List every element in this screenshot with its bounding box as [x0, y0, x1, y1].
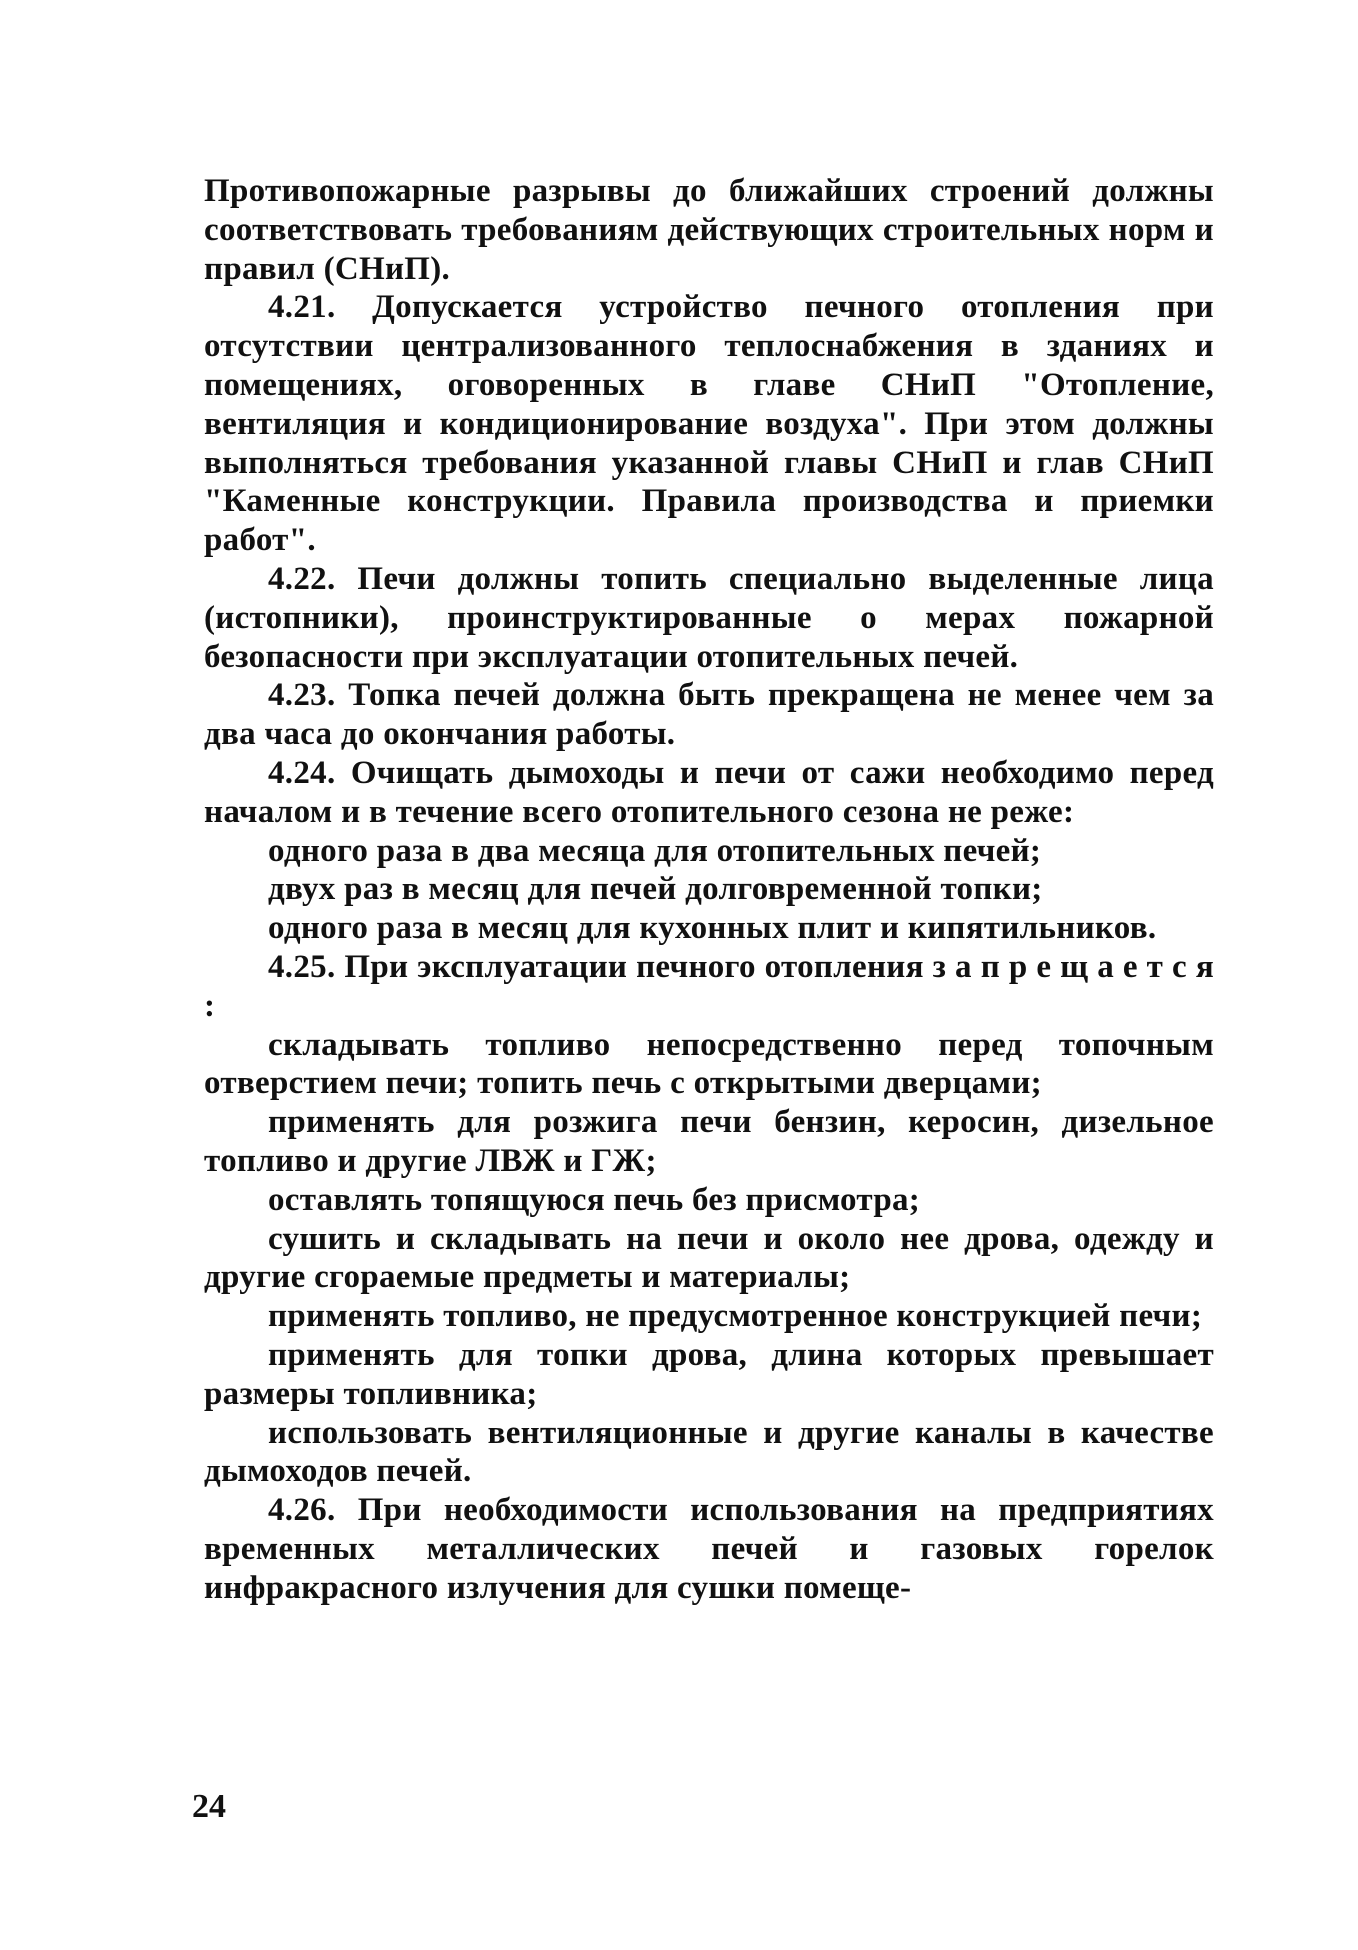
body-text — [204, 172, 1214, 1607]
paragraph-4-26: 4.26. При необходимости использования на предприятиях временных металлических печей и газовых горелок инфракрасного излучения для сушки помеще- — [204, 1492, 1214, 1606]
list-item-prohibited-3: оставлять топящуюся печь без присмотра; — [268, 1181, 921, 1218]
paragraph-4-24: 4.24. Очищать дымоходы и печи от сажи необходимо перед началом и в течение всего отопительного сезона не реже: — [204, 754, 1214, 830]
paragraph-4-22: 4.22. Печи должны топить специально выделенные лица (истопники), проинструктированные о мерах пожарной безопасности при эксплуатации отопительных печей. — [204, 560, 1214, 675]
paragraph-4-25: 4.25. При эксплуатации печного отопления з а п р е щ а е т с я : — [204, 948, 1214, 1024]
page-number: 24 — [192, 1788, 226, 1825]
paragraph-4-23: 4.23. Топка печей должна быть прекращена не менее чем за два часа до окончания работы. — [204, 677, 1214, 753]
list-item-cleaning-3: одного раза в месяц для кухонных плит и кипятильников. — [268, 910, 1157, 947]
paragraph-4-21: 4.21. Допускается устройство печного отопления при отсутствии централизованного теплоснабжения в зданиях и помещениях, оговоренных в главе СНиП "Отопление, вентиляция и кондиционирование воздуха". При этом должны выполняться требования указанной главы СНиП и глав СНиП "Каменные конструкции. Правила производства и приемки работ". — [204, 289, 1214, 559]
list-item-prohibited-7: использовать вентиляционные и другие каналы в качестве дымоходов печей. — [204, 1414, 1214, 1490]
list-item-prohibited-6: применять для топки дрова, длина которых превышает размеры топливника; — [204, 1336, 1214, 1412]
paragraph-fire-breaks: Противопожарные разрывы до ближайших строений должны соответствовать требованиям действующих строительных норм и правил (СНиП). — [204, 173, 1214, 287]
list-item-prohibited-5: применять топливо, не предусмотренное конструкцией печи; — [268, 1298, 1203, 1335]
list-item-cleaning-1: одного раза в два месяца для отопительных печей; — [268, 832, 1042, 869]
list-item-cleaning-2: двух раз в месяц для печей долговременной топки; — [268, 871, 1043, 908]
list-item-prohibited-2: применять для розжига печи бензин, керосин, дизельное топливо и другие ЛВЖ и ГЖ; — [204, 1104, 1214, 1179]
list-item-prohibited-4: сушить и складывать на печи и около нее дрова, одежду и другие сгораемые предметы и материалы; — [204, 1220, 1214, 1296]
list-item-prohibited-1: складывать топливо непосредственно перед топочным отверстием печи; топить печь с открытыми дверцами; — [204, 1026, 1214, 1102]
